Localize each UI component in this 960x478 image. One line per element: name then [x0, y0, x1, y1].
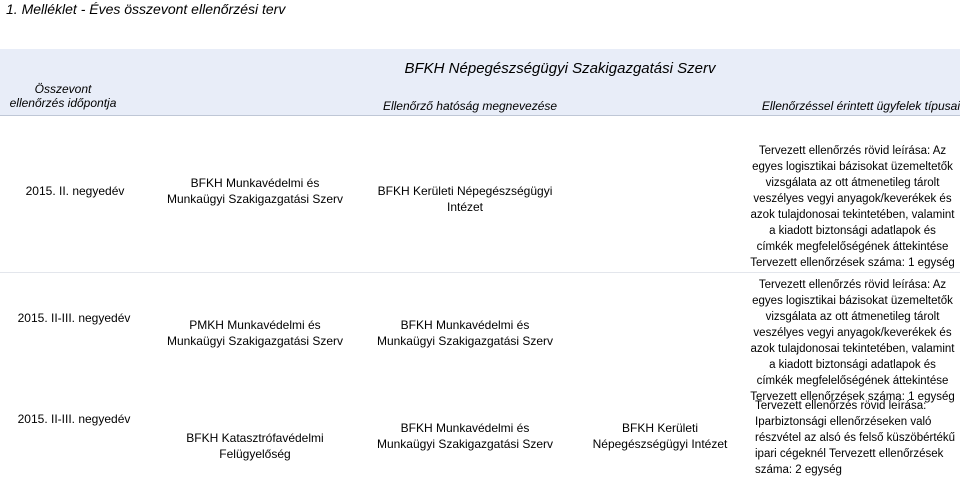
row1-lead-authority: BFKH Munkavédelmi és Munkaügyi Szakigazgatási Szerv	[166, 176, 344, 206]
document-title: 1. Melléklet - Éves összevont ellenőrzési terv	[6, 1, 286, 17]
row1-date: 2015. II. negyedév	[25, 184, 125, 198]
row1-description: Tervezett ellenőrzés rövid leírása: Az egyes logisztikai bázisokat üzemeltetők vizsgálata az ott átmenetileg tárolt veszélyes vegyi anyagok/keverékek és azok tulajdonosai tekintetében, valamint a kiadott biztonsági adatlapok és címkék megfelelőségének áttekintése Tervezett ellenőrzések száma: 1 egység	[750, 145, 955, 269]
row3-partner-authority: BFKH Munkavédelmi és Munkaügyi Szakigazgatási Szerv	[376, 421, 554, 451]
row3-second-partner-authority: BFKH Kerületi Népegészségügyi Intézet	[592, 421, 728, 451]
organization-title: BFKH Népegészségügyi Szakigazgatási Szerv	[404, 60, 716, 77]
header-authority: Ellenőrző hatóság megnevezése	[382, 99, 558, 113]
row3-description: Tervezett ellenőrzés rövid leírása: Iparbiztonsági ellenőrzéseken való részvétel az alsó és felső küszöbértékű ipari cégeknél Tervezett ellenőrzések száma: 2 egység	[755, 400, 956, 476]
row1-partner-authority: BFKH Kerületi Népegészségügyi Intézet	[377, 184, 553, 214]
row2-date: 2015. II-III. negyedév	[17, 311, 131, 325]
header-date: Összevont ellenőrzés időpontja	[9, 82, 117, 110]
row2-description: Tervezett ellenőrzés rövid leírása: Az egyes logisztikai bázisokat üzemeltetők vizsgálata az ott átmenetileg tárolt veszélyes vegyi anyagok/keverékek és azok tulajdonosai tekintetében, valamint a kiadott biztonsági adatlapok és címkék megfelelőségének áttekintése Tervezett ellenőrzések száma: 1 egység	[750, 279, 955, 403]
header-clients: Ellenőrzéssel érintett ügyfelek típusai	[761, 99, 960, 113]
header-divider	[0, 115, 960, 116]
row2-lead-authority: PMKH Munkavédelmi és Munkaügyi Szakigazgatási Szerv	[166, 318, 344, 348]
row2-partner-authority: BFKH Munkavédelmi és Munkaügyi Szakigazgatási Szerv	[376, 318, 554, 348]
row3-lead-authority: BFKH Katasztrófavédelmi Felügyelőség	[186, 431, 324, 461]
row-divider	[0, 272, 960, 273]
row3-date: 2015. II-III. negyedév	[17, 412, 131, 426]
